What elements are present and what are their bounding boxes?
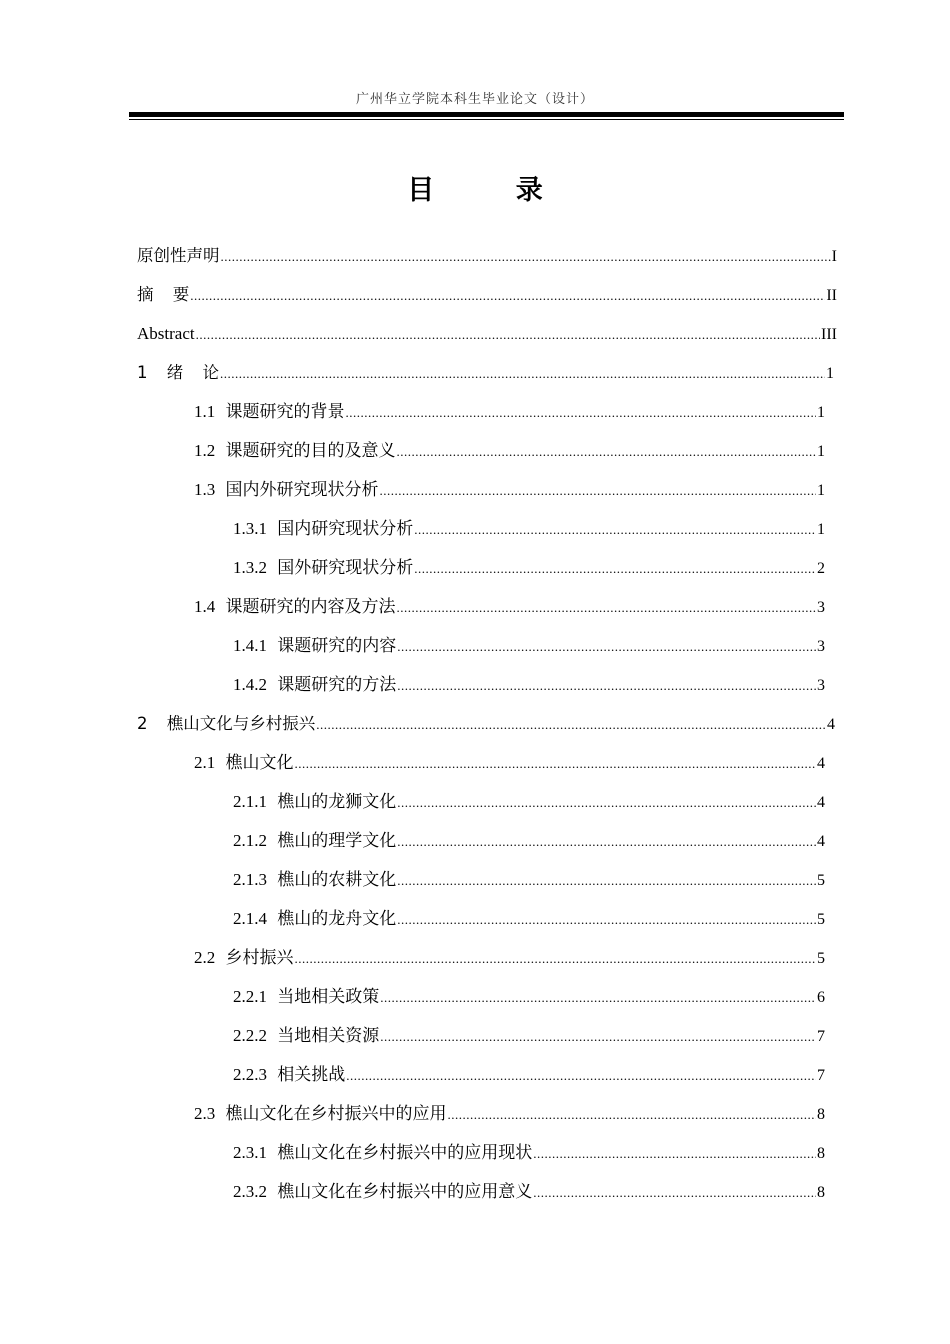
- toc-entry-chapter-1[interactable]: [137, 361, 834, 385]
- toc-entry-label: 1.3.2 国外研究现状分析: [233, 558, 414, 577]
- toc-entry-declaration[interactable]: [137, 244, 837, 268]
- toc-entry-label: 2.2.2 当地相关资源: [233, 1026, 380, 1045]
- toc-entry-label: 2.2.1 当地相关政策: [233, 987, 380, 1006]
- toc-entry-label: Abstract: [137, 324, 195, 343]
- toc-entry-abstract-cn[interactable]: [137, 283, 837, 307]
- toc-entry-page: 8: [817, 1145, 825, 1162]
- toc-entry-label: 1.1 课题研究的背景: [194, 402, 345, 421]
- toc-entry-2-2-1[interactable]: [233, 985, 825, 1009]
- toc-leader-dots: [346, 1064, 816, 1088]
- toc-entry-1-3[interactable]: [194, 478, 825, 502]
- toc-entry-page: 8: [817, 1184, 825, 1201]
- toc-entry-2-1-2[interactable]: [233, 829, 825, 853]
- toc-entry-1-4[interactable]: [194, 595, 825, 619]
- toc-leader-dots: [380, 986, 816, 1010]
- toc-entry-2-3[interactable]: [194, 1102, 825, 1126]
- toc-entry-label: 摘 要: [137, 285, 190, 304]
- toc-entry-page: 5: [817, 872, 825, 889]
- toc-entry-label: 1.2 课题研究的目的及意义: [194, 441, 396, 460]
- toc-entry-2-2-2[interactable]: [233, 1024, 825, 1048]
- toc-leader-dots: [397, 674, 816, 698]
- toc-entry-page: 7: [817, 1028, 825, 1045]
- toc-leader-dots: [380, 1025, 816, 1049]
- toc-entry-page: I: [831, 248, 837, 265]
- toc-entry-label: 2.2 乡村振兴: [194, 948, 294, 967]
- toc-entry-label: 2.2.3 相关挑战: [233, 1065, 346, 1084]
- toc-leader-dots: [316, 713, 826, 737]
- toc-entry-page: 1: [817, 443, 825, 460]
- toc-entry-1-4-1[interactable]: [233, 634, 825, 658]
- toc-entry-page: 4: [827, 716, 835, 733]
- toc-leader-dots: [221, 245, 831, 269]
- toc-leader-dots: [220, 362, 825, 386]
- toc-entry-label: 1.3.1 国内研究现状分析: [233, 519, 414, 538]
- toc-entry-2-1[interactable]: [194, 751, 825, 775]
- toc-entry-label: 2.1.4 樵山的龙舟文化: [233, 909, 397, 928]
- toc-entry-label: 1.4.2 课题研究的方法: [233, 675, 397, 694]
- toc-entry-label: 2.1 樵山文化: [194, 753, 294, 772]
- toc-entry-page: 4: [817, 755, 825, 772]
- toc-leader-dots: [196, 323, 820, 347]
- toc-entry-1-3-2[interactable]: [233, 556, 825, 580]
- toc-leader-dots: [414, 557, 816, 581]
- toc-entry-2-1-3[interactable]: [233, 868, 825, 892]
- toc-leader-dots: [533, 1181, 816, 1205]
- toc-entry-1-1[interactable]: [194, 400, 825, 424]
- toc-leader-dots: [397, 440, 817, 464]
- toc-entry-label: 原创性声明: [137, 246, 220, 265]
- toc-leader-dots: [448, 1103, 817, 1127]
- header-rule-thin: [129, 119, 844, 120]
- toc-entry-page: 2: [817, 560, 825, 577]
- toc-entry-label: 1.4.1 课题研究的内容: [233, 636, 397, 655]
- toc-entry-1-2[interactable]: [194, 439, 825, 463]
- toc-entry-page: 5: [817, 911, 825, 928]
- toc-entry-2-1-1[interactable]: [233, 790, 825, 814]
- toc-entry-label: 2.1.1 樵山的龙狮文化: [233, 792, 397, 811]
- toc-entry-2-2-3[interactable]: [233, 1063, 825, 1087]
- toc-entry-label: 1.3 国内外研究现状分析: [194, 480, 379, 499]
- running-header: 广州华立学院本科生毕业论文（设计）: [355, 91, 594, 106]
- toc-leader-dots: [397, 596, 817, 620]
- toc-entry-label: 1 绪 论: [137, 363, 219, 382]
- toc-entry-label: 2.3.1 樵山文化在乡村振兴中的应用现状: [233, 1143, 533, 1162]
- toc-entry-label: 2.3 樵山文化在乡村振兴中的应用: [194, 1104, 447, 1123]
- toc-leader-dots: [380, 479, 817, 503]
- toc-entry-2-1-4[interactable]: [233, 907, 825, 931]
- toc-entry-label: 1.4 课题研究的内容及方法: [194, 597, 396, 616]
- toc-leader-dots: [533, 1142, 816, 1166]
- toc-leader-dots: [295, 752, 817, 776]
- toc-entry-label: 2 樵山文化与乡村振兴: [137, 714, 316, 733]
- toc-entry-page: 3: [817, 638, 825, 655]
- toc-entry-page: 4: [817, 833, 825, 850]
- toc-entry-label: 2.1.3 樵山的农耕文化: [233, 870, 397, 889]
- toc-entry-page: II: [826, 287, 837, 304]
- toc-title: 目 录: [407, 175, 579, 206]
- toc-entry-page: 1: [817, 521, 825, 538]
- toc-entry-2-2[interactable]: [194, 946, 825, 970]
- toc-entry-page: 5: [817, 950, 825, 967]
- toc-entry-page: 3: [817, 677, 825, 694]
- header-rule-thick: [129, 112, 844, 117]
- toc-entry-label: 2.1.2 樵山的理学文化: [233, 831, 397, 850]
- toc-leader-dots: [414, 518, 816, 542]
- toc-entry-page: 6: [817, 989, 825, 1006]
- toc-entry-page: 3: [817, 599, 825, 616]
- toc-entry-page: 1: [817, 404, 825, 421]
- toc-leader-dots: [346, 401, 817, 425]
- toc-leader-dots: [295, 947, 817, 971]
- toc-entry-1-4-2[interactable]: [233, 673, 825, 697]
- toc-entry-abstract-en[interactable]: [137, 322, 837, 346]
- toc-entry-label: 2.3.2 樵山文化在乡村振兴中的应用意义: [233, 1182, 533, 1201]
- toc-leader-dots: [397, 791, 816, 815]
- toc-entry-2-3-2[interactable]: [233, 1180, 825, 1204]
- toc-leader-dots: [397, 830, 816, 854]
- toc-entry-page: 8: [817, 1106, 825, 1123]
- toc-leader-dots: [190, 284, 825, 308]
- toc-entry-page: III: [821, 326, 837, 343]
- toc-entry-page: 7: [817, 1067, 825, 1084]
- toc-leader-dots: [397, 869, 816, 893]
- toc-leader-dots: [397, 635, 816, 659]
- toc-entry-page: 4: [817, 794, 825, 811]
- toc-entry-2-3-1[interactable]: [233, 1141, 825, 1165]
- toc-entry-page: 1: [817, 482, 825, 499]
- toc-entry-1-3-1[interactable]: [233, 517, 825, 541]
- toc-entry-page: 1: [826, 365, 834, 382]
- toc-leader-dots: [397, 908, 816, 932]
- toc-entry-chapter-2[interactable]: [137, 712, 835, 736]
